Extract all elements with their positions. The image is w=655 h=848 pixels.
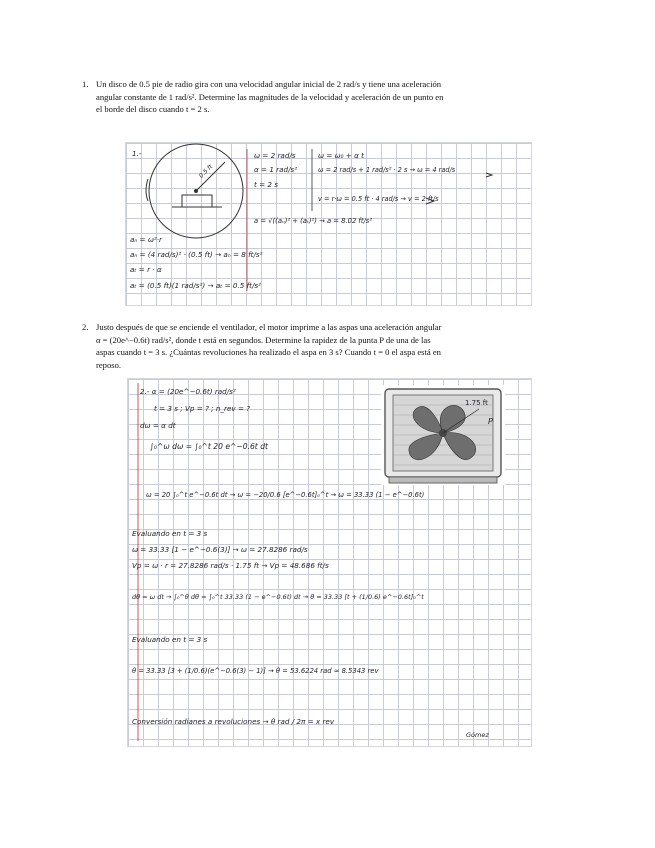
hw-radius-label: 0.5 ft: [197, 163, 215, 180]
hw-line: ω = 20 ∫₀^t e^−0.6t dt → ω = −20/0.6 [e^−0.6t]₀^t → ω = 33.33 (1 − e^−0.6t): [146, 491, 425, 499]
hw-line: 2.- α = (20e^−0.6t) rad/s²: [140, 387, 236, 396]
hw-formula: ω = 2 rad/s + 1 rad/s² · 2 s → ω = 4 rad/s: [318, 166, 456, 174]
hw-given: t = 2 s: [254, 180, 279, 189]
hw-line: t = 3 s ; Vp = ? ; n_rev = ?: [154, 404, 251, 413]
problem-1-line: Un disco de 0.5 pie de radio gira con una velocidad angular inicial de 2 rad/s y tiene una aceleración: [96, 79, 442, 89]
hw-line: θ = 33.33 [3 + (1/0.6)(e^−0.6(3) − 1)] → θ = 53.6224 rad ≈ 8.5343 rev: [132, 667, 379, 675]
rotation-arrow: [146, 179, 148, 201]
problem-2-line: α = (20e^−0.6t) rad/s², donde t está en segundos. Determine la rapidez de la punta P de una de las: [96, 334, 431, 345]
problem-1-statement: [82, 78, 566, 116]
fan-figure: [381, 385, 505, 485]
hw-line: Evaluando en t = 3 s: [132, 529, 208, 538]
problem-2-solution-grid: [127, 378, 532, 747]
problem-1-line: el borde del disco cuando t = 2 s.: [96, 104, 210, 114]
problem-2-number: 2.: [82, 322, 89, 332]
hw-given: α = 1 rad/s²: [254, 165, 298, 174]
hw-signature: Gómez: [466, 731, 489, 739]
problem-1-solution-grid: [125, 142, 532, 306]
hw-an-calc: aₙ = (4 rad/s)² · (0.5 ft) → aₙ = 8 ft/s²: [130, 250, 263, 259]
hw-label: 1.-: [132, 149, 142, 158]
problem-2-statement: [82, 321, 566, 371]
hw-line: dω = α dt: [140, 421, 176, 430]
fan-dimension-label: 1.75 ft: [465, 399, 488, 407]
problem-2-line: reposo.: [96, 359, 122, 370]
hw-velocity: v = r·ω = 0.5 ft · 4 rad/s → v = 2 ft/s: [318, 195, 439, 203]
problem-2-line: aspas cuando t = 3 s. ¿Cuántas revoluciones ha realizado el aspa en 3 s? Cuando t = 0 el aspa está en: [96, 347, 441, 357]
problem-1-number: 1.: [82, 79, 89, 89]
disk-support: [182, 195, 212, 207]
hw-line: ∫₀^ω dω = ∫₀^t 20 e^−0.6t dt: [150, 442, 268, 451]
hw-line: Vp = ω · r = 27.8286 rad/s · 1.75 ft → Vp = 48.686 ft/s: [132, 561, 329, 570]
hw-given: ω = 2 rad/s: [254, 151, 296, 160]
hw-acceleration: a = √((aₙ)² + (aₜ)²) → a = 8.02 ft/s²: [254, 217, 373, 225]
hw-at-calc: aₜ = (0.5 ft)(1 rad/s²) → aₜ = 0.5 ft/s²: [130, 281, 262, 290]
hw-formula: ω = ω₀ + α t: [318, 151, 364, 160]
hw-line: ω = 33.33 [1 − e^−0.6(3)] → ω = 27.8286 rad/s: [132, 545, 308, 554]
fan-point-label: P: [488, 417, 493, 426]
hw-at-formula: aₜ = r · α: [130, 265, 162, 274]
fan-base: [389, 477, 497, 483]
problem-1-line: angular constante de 1 rad/s². Determine las magnitudes de la velocidad y aceleración de un punto en: [96, 91, 444, 102]
hw-line: Evaluando en t = 3 s: [132, 635, 208, 644]
problem-2-line: Justo después de que se enciende el ventilador, el motor imprime a las aspas una aceleración angular: [96, 322, 442, 332]
hw-line: Conversión radianes a revoluciones → θ rad / 2π = x rev: [132, 717, 335, 726]
hw-an-formula: aₙ = ω²·r: [130, 235, 163, 244]
hw-line: dθ = ω dt → ∫₀^θ dθ = ∫₀^t 33.33 (1 − e^−0.6t) dt → θ = 33.33 [t + (1/0.6) e^−0.6t]₀^t: [132, 593, 424, 601]
